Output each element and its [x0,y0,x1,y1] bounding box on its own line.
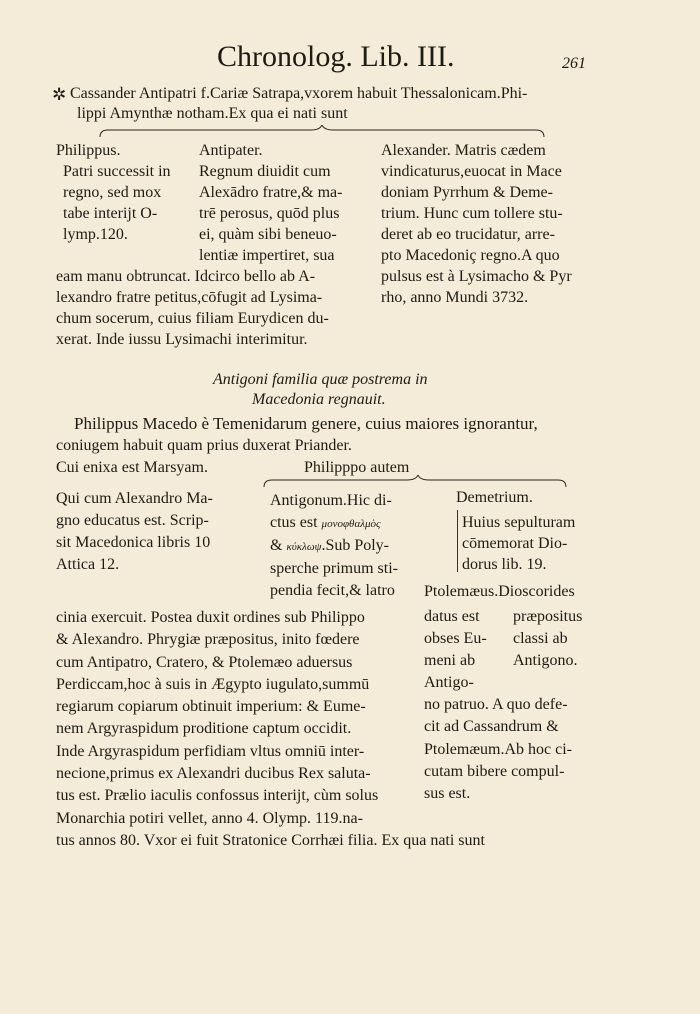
text-line: trē perosus, quōd plus [199,205,340,222]
text-line: dorus lib. 19. [462,556,547,573]
ptolemaeus-col-right [513,606,582,672]
text-line: Antigono. [513,652,578,669]
text-line: eam manu obtruncat. Idcirco bello ab A- [56,268,316,285]
philippus-column [56,140,171,245]
text-line: Antigo- [424,674,474,691]
cui-enixa-line: Cui enixa est Marsyam. [56,459,208,476]
philippo-autem-line: Philipppo autem [304,459,410,476]
text-line: regno, sed mox [63,184,162,201]
greek-epithet-2: κύκλωψ [286,541,322,553]
text-line: xerat. Inde iussu Lysimachi interimitur. [56,331,308,348]
column-rule [457,510,458,572]
text-line: Philippus. [56,142,121,159]
antigonus-column [270,490,398,602]
text-line: vindicaturus,euocat in Mace [381,163,562,180]
text-line: lexandro fratre petitus,cōfugit ad Lysima- [56,289,323,306]
ptolemaeus-continued [424,694,572,805]
text-line: Attica 12. [56,556,120,573]
text-line: Patri successit in [63,163,171,180]
text-line: trium. Hunc cum tollere stu- [381,205,563,222]
greek-epithet-1: μονοφθαλμὸς [321,518,381,530]
demetrius-column [462,512,575,575]
section-title-line1: Antigoni familia quæ postrema in [213,371,428,388]
antipater-continued [56,266,329,350]
text-line: necione,primus ex Alexandri ducibus Rex saluta- [56,765,371,783]
text-line: pulsus est à Lysimacho & Pyr [381,268,572,285]
text-line: classi ab [513,630,568,647]
text-line: datus est [424,608,480,625]
running-head: Chronolog. Lib. III. [217,40,455,73]
genealogy-brace-2 [262,475,570,489]
text-line: Ptolemæum.Ab hoc ci- [424,740,572,758]
text-line: gno educatus est. Scrip- [56,512,209,529]
text-line: præpositus [513,608,583,625]
text-line: lentiæ impertiret, sua [199,247,335,264]
ptolemaeus-col-left [424,606,487,694]
text-line: cutam bibere compul- [424,762,565,780]
text-line: pendia fecit,& latro [270,582,395,599]
text-line: obses Eu- [424,630,487,647]
text-line: regiarum copiarum obtinuit imperium: & Eume- [56,698,366,716]
text-line: Monarchia potiri vellet, anno 4. Olymp. 119.na- [56,809,363,827]
text-line: Huius sepulturam [462,514,576,531]
text-span: & [270,537,283,554]
text-line: Perdiccam,hoc à suis in Ægypto iugulato,summū [56,675,370,693]
ptolemaeus-heading: Ptolemæus.Dioscorides [424,583,575,600]
text-line: ei, quàm sibi beneuo- [199,226,337,243]
text-line: sit Macedonica libris 10 [56,534,211,551]
alexander-column [381,140,572,308]
cassander-intro-line1: Cassander Antipatri f.Cariæ Satrapa,vxorem habuit Thessalonicam.Phi- [70,85,528,102]
text-span: .Sub Poly- [321,537,390,554]
text-line: cum Antipatro, Cratero, & Ptolemæo aduersus [56,653,353,671]
demetrius-heading: Demetrium. [456,489,533,506]
text-line: tus est. Prælio iaculis confossus interijt, cùm solus [56,787,379,805]
text-line: Alexādro fratre,& ma- [199,184,343,201]
folio-number: 261 [562,55,586,72]
text-line [270,535,398,558]
philippus-macedo-intro-line1: Philippus Macedo è Temenidarum genere, cuius maiores ignorantur, [74,414,538,433]
text-line [270,512,398,535]
text-line: Regnum diuidit cum [199,163,331,180]
antigonus-continued [56,607,485,852]
text-line: & Alexandro. Phrygiæ præpositus, inito fœdere [56,631,360,649]
text-line: tabe interijt O- [63,205,158,222]
section-title-line2: Macedonia regnauit. [252,391,386,408]
text-line: Qui cum Alexandro Ma- [56,490,213,507]
text-line: Inde Argyraspidum perfidiam vltus omniū inter- [56,742,365,760]
philippus-macedo-intro-line2: coniugem habuit quam prius duxerat Priander. [56,437,352,454]
marsyas-column [56,488,213,576]
antipater-column [199,140,342,266]
text-line: doniam Pyrrhum & Deme- [381,184,553,201]
text-line: meni ab [424,652,476,669]
text-line: Alexander. Matris cædem [381,142,546,159]
text-line: cōmemorat Dio- [462,535,568,552]
text-span: ctus est [270,514,318,531]
text-line: cit ad Cassandrum & [424,718,559,736]
text-line: no patruo. A quo defe- [424,696,568,713]
text-line: tus annos 80. Vxor ei fuit Stratonice Corrhæi filia. Ex qua nati sunt [56,831,485,849]
text-line: Antigonum.Hic di- [270,492,392,509]
text-line: rho, anno Mundi 3732. [381,289,529,306]
text-line: chum socerum, cuius filiam Eurydicen du- [56,310,329,327]
text-line: sperche primum sti- [270,560,398,577]
genealogy-mark: ✲ [52,85,67,104]
text-line: lymp.120. [63,226,128,243]
text-line: nem Argyraspidum proditione captum occidit. [56,720,352,738]
text-line: deret ab eo trucidatur, arre- [381,226,555,243]
cassander-intro-line2: lippi Amynthæ notham.Ex qua ei nati sunt [77,105,348,122]
text-line: cinia exercuit. Postea duxit ordines sub Philippo [56,609,365,626]
text-line: pto Macedoniç regno.A quo [381,247,560,264]
text-line: Antipater. [199,142,263,159]
text-line: sus est. [424,785,471,803]
genealogy-brace [98,125,546,139]
